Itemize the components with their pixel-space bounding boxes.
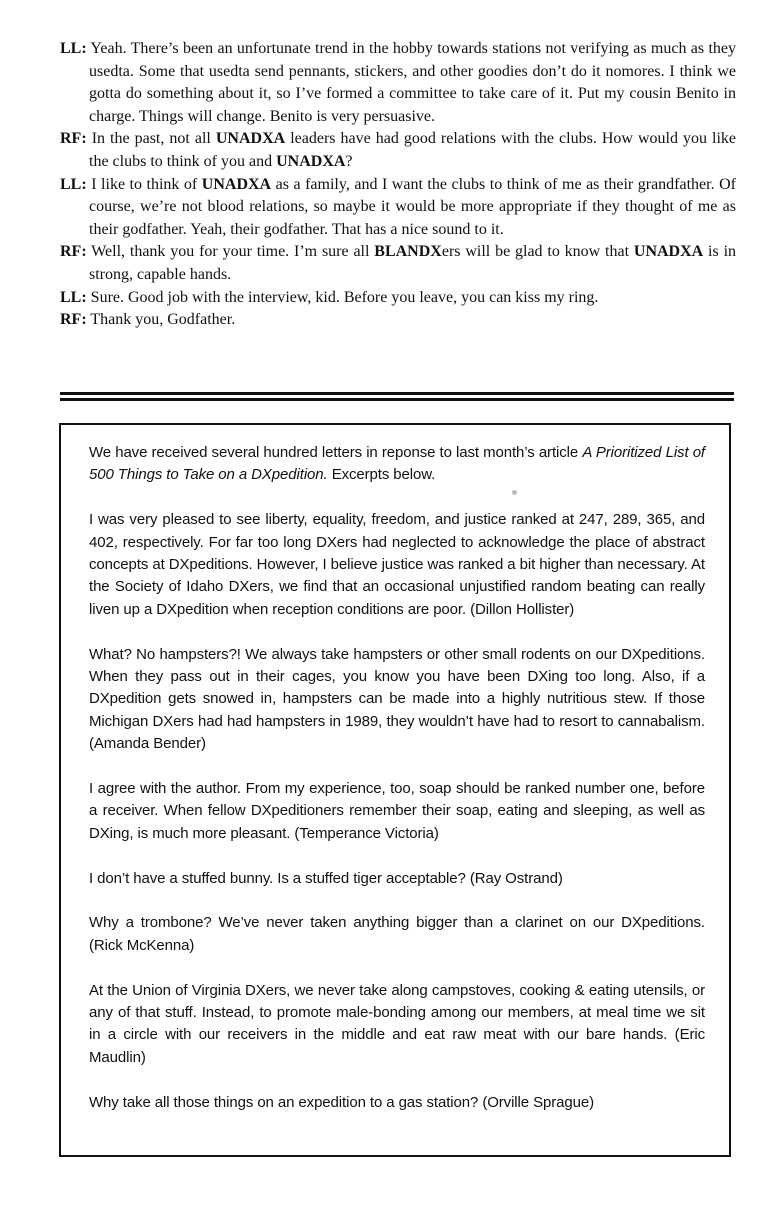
turn-text: Sure. Good job with the interview, kid. Before you leave, you can kiss my ring. — [90, 288, 599, 306]
interview-turn — [60, 128, 736, 173]
interview-turn — [60, 174, 736, 242]
speaker-label: LL: — [60, 40, 87, 57]
interview-turn — [60, 241, 736, 286]
speaker-label: LL: — [60, 175, 87, 193]
letter: Why a trombone? We’ve never taken anything bigger than a clarinet on our DXpeditions. (Rick McKenna) — [89, 914, 705, 954]
turn-text: ? — [345, 152, 353, 170]
letter: I don’t have a stuffed bunny. Is a stuffed tiger acceptable? (Ray Ostrand) — [89, 869, 563, 887]
interview-turn — [60, 287, 736, 310]
letters-intro — [89, 442, 705, 487]
turn-text: leaders have had good relations with the clubs. How would you like the clubs to think of you and — [89, 130, 737, 170]
letter: I was very pleased to see liberty, equality, freedom, and justice ranked at 247, 289, 365, and 402, respectively. For far too long DXers had neglected to acknowledge the place of abstract concepts at DXpeditions. However, I believe justice was ranked a bit higher than necessary. At the Society of Idaho DXers, we find that an occasional unjustified random beating can really liven up a DXpedition when reception conditions are poor. (Dillon Hollister) — [89, 511, 705, 618]
letters-section — [89, 442, 705, 1136]
org-name: UNADXA — [633, 243, 704, 261]
org-name: UNADXA — [201, 175, 272, 193]
interview-transcript — [60, 38, 736, 332]
letter: I agree with the author. From my experience, too, soap should be ranked number one, before a receiver. When fellow DXpeditioners remember their soap, eating and sleeping, as well as DXing, is much more pleasant. (Temperance Victoria) — [89, 780, 705, 842]
turn-text: Thank you, Godfather. — [90, 311, 236, 329]
turn-text: ers will be glad to know that — [441, 243, 634, 261]
speaker-label: RF: — [60, 130, 87, 148]
divider-rule-top — [60, 392, 734, 395]
letter: Why take all those things on an expedition to a gas station? (Orville Sprague) — [89, 1093, 594, 1111]
turn-text: I like to think of — [91, 175, 202, 193]
turn-text: Well, thank you for your time. I’m sure all — [91, 243, 375, 261]
letter: At the Union of Virginia DXers, we never take along campstoves, cooking & eating utensils, or any of that stuff. Instead, to promote male-bonding among our members, at meal time we sit in a circle with our receivers in the middle and eat raw meat with our bare hands. (Eric Maudlin) — [89, 981, 705, 1066]
org-name: UNADXA — [276, 152, 346, 170]
turn-text: as a family, and I want the clubs to think of me as their grandfather. Of course, we’re not blood relations, so maybe it would be more appropriate if they thought of me as their godfather. Yeah, their godfather. That has a nice sound to it. — [89, 175, 737, 238]
org-name: BLANDX — [374, 243, 442, 261]
article-title: A Prioritized List of 500 Things to Take on a DXpedition. — [89, 444, 705, 484]
intro-text: Excerpts below. — [327, 466, 436, 484]
speaker-label: LL: — [60, 288, 87, 306]
interview-turn — [60, 309, 736, 332]
divider-rule-bottom — [60, 398, 734, 401]
turn-text: is in strong, capable hands. — [89, 243, 737, 283]
turn-text: Yeah. There’s been an unfortunate trend in the hobby towards stations not verifying as much as they usedta. Some that usedta send pennants, stickers, and other goodies don’t do it nomores. I think we gotta do something about it, so I’ve formed a committee to take care of it. Put my cousin Benito in charge. Things will change. Benito is very persuasive. — [89, 40, 737, 125]
interview-turn — [60, 38, 736, 128]
speaker-label: RF: — [60, 311, 87, 329]
speaker-label: RF: — [60, 243, 87, 261]
org-name: UNADXA — [215, 130, 286, 148]
intro-text: We have received several hundred letters in reponse to last month’s article — [89, 444, 583, 461]
letter: What? No hampsters?! We always take hampsters or other small rodents on our DXpeditions. When they pass out in their cages, you know you have been DXing too long. Also, if a DXpedition gets snowed in, hampsters can be made into a highly nutritious stew. If those Michigan DXers had had hampsters in 1989, they wouldn’t have had to resort to cannabalism. (Amanda Bender) — [89, 645, 705, 753]
turn-text: In the past, not all — [91, 130, 216, 148]
